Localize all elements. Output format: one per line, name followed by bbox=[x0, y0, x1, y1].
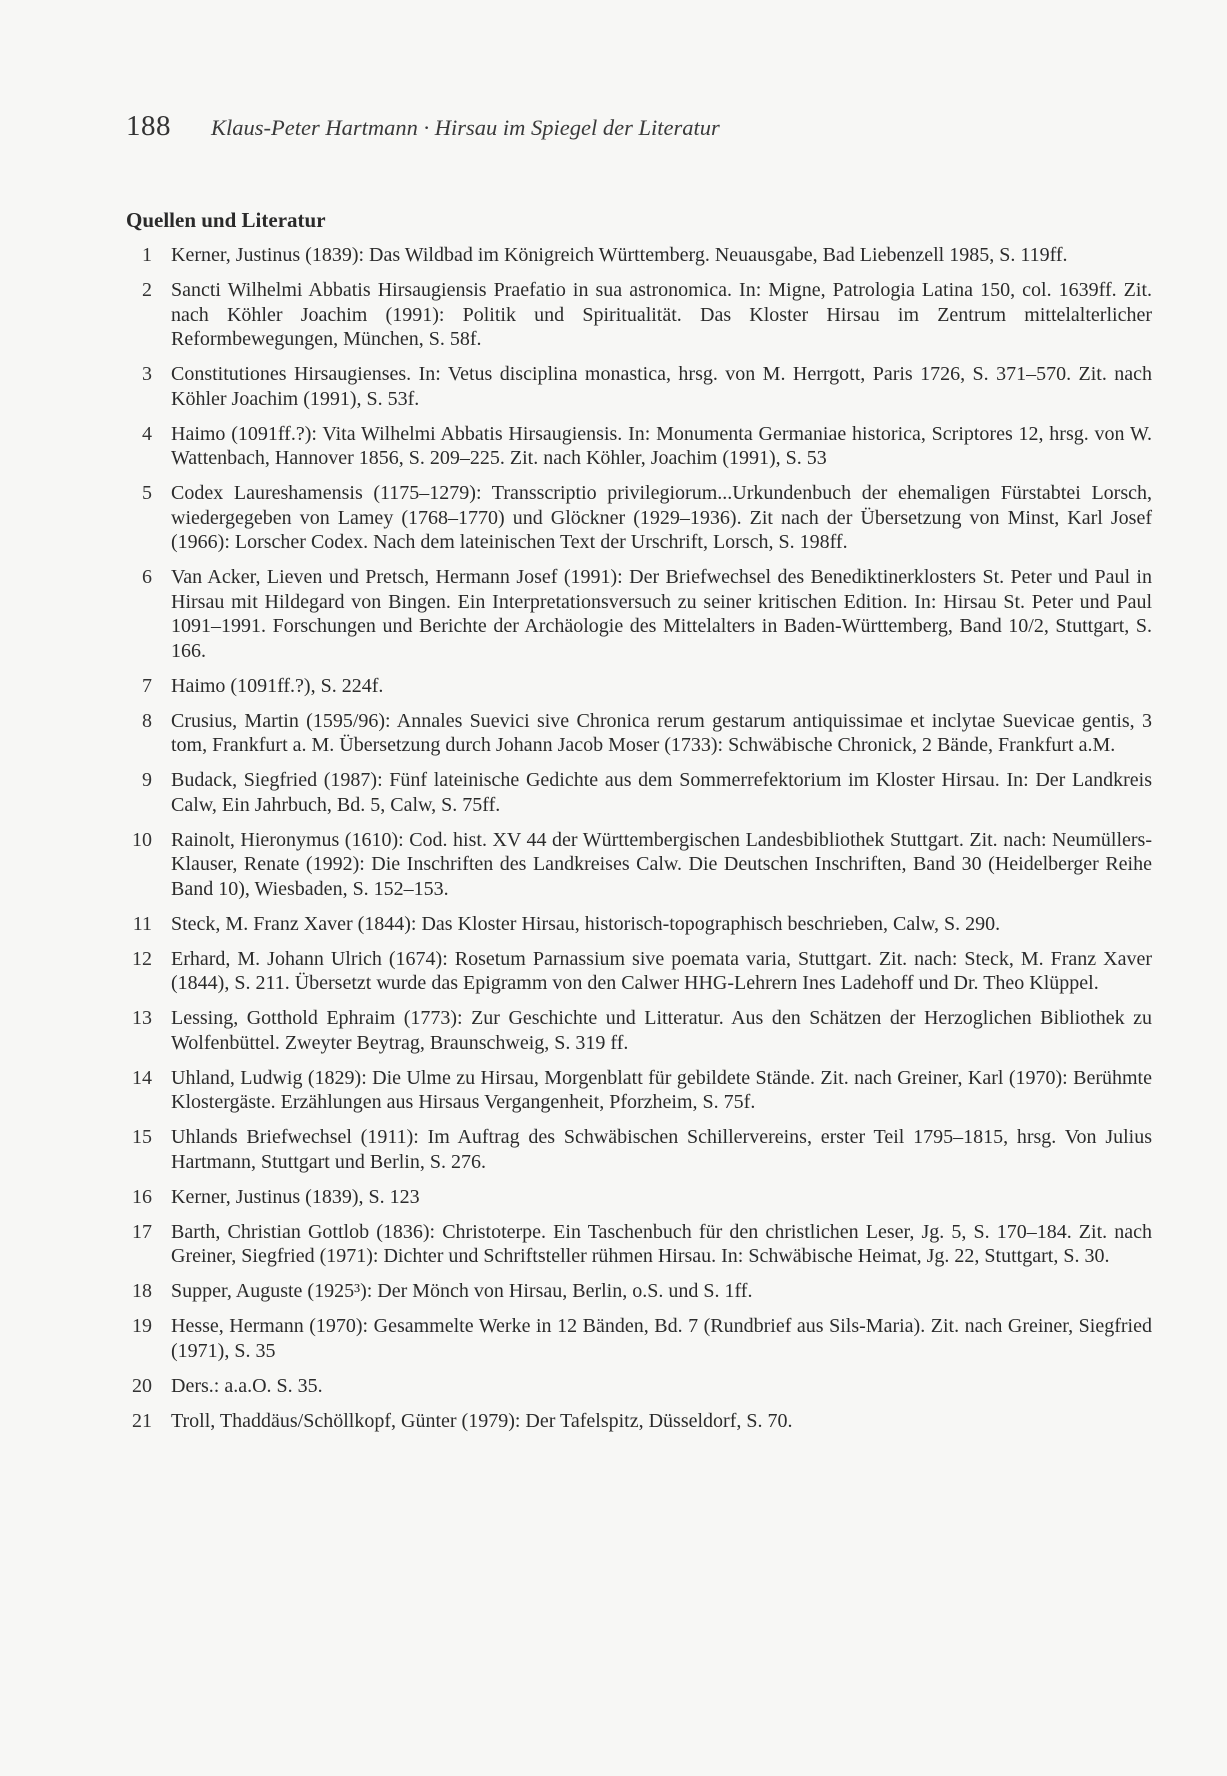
reference-item bbox=[112, 1185, 1152, 1210]
reference-item bbox=[112, 1006, 1152, 1055]
reference-number: 13 bbox=[132, 1007, 152, 1029]
reference-item bbox=[112, 362, 1152, 411]
reference-text: Budack, Siegfried (1987): Fünf lateinische Gedichte aus dem Sommerrefektorium im Kloster Hirsau. In: Der Landkreis Calw, Ein Jahrbuch, Bd. 5, Calw, S. 75ff. bbox=[171, 769, 1152, 816]
reference-item bbox=[112, 422, 1152, 471]
reference-number: 4 bbox=[142, 422, 152, 445]
reference-text: Uhland, Ludwig (1829): Die Ulme zu Hirsau, Morgenblatt für gebildete Stände. Zit. nach Greiner, Karl (1970): Berühmte Klostergäste. Erzählungen aus Hirsaus Vergangenheit, Pforzheim, S. 75f. bbox=[171, 1066, 1152, 1113]
reference-item bbox=[112, 947, 1152, 996]
reference-number: 11 bbox=[132, 912, 152, 935]
reference-number: 21 bbox=[132, 1409, 152, 1432]
reference-item bbox=[112, 1220, 1152, 1269]
reference-list bbox=[112, 243, 1152, 1444]
reference-text: Haimo (1091ff.?): Vita Wilhelmi Abbatis Hirsaugiensis. In: Monumenta Germaniae historica, Scriptores 12, hrsg. von W. Wattenbach, Hannover 1856, S. 209–225. Zit. nach Köhler, Joachim (1991), S. 53 bbox=[171, 422, 1152, 469]
reference-item bbox=[112, 1066, 1152, 1115]
reference-item bbox=[112, 1279, 1152, 1304]
reference-number: 8 bbox=[142, 709, 152, 732]
reference-text: Ders.: a.a.O. S. 35. bbox=[171, 1374, 323, 1397]
reference-text: Lessing, Gotthold Ephraim (1773): Zur Geschichte und Litteratur. Aus den Schätzen der Herzoglichen Bibliothek zu Wolfenbüttel. Zweyter Beytrag, Braunschweig, S. 319 ff. bbox=[171, 1007, 1152, 1054]
reference-text: Kerner, Justinus (1839): Das Wildbad im Königreich Württemberg. Neuausgabe, Bad Liebenzell 1985, S. 119ff. bbox=[171, 244, 1068, 266]
page-header bbox=[126, 110, 720, 143]
reference-text: Crusius, Martin (1595/96): Annales Suevici sive Chronica rerum gestarum antiquissimae et inclytae Suevicae gentis, 3 tom, Frankfurt a. M. Übersetzung durch Johann Jacob Moser (1733): Schwäbische Chronick, 2 Bände, Frankfurt a.M. bbox=[171, 709, 1152, 756]
reference-item bbox=[112, 278, 1152, 352]
reference-text: Barth, Christian Gottlob (1836): Christoterpe. Ein Taschenbuch für den christlichen Leser, Jg. 5, S. 170–184. Zit. nach Greiner, Siegfried (1971): Dichter und Schriftsteller rühmen Hirsau. In: Schwäbische Heimat, Jg. 22, Stuttgart, S. 30. bbox=[171, 1220, 1152, 1267]
page-number: 188 bbox=[126, 110, 171, 142]
reference-text: Sancti Wilhelmi Abbatis Hirsaugiensis Praefatio in sua astronomica. In: Migne, Patrologia Latina 150, col. 1639ff. Zit. nach Köhler Joachim (1991): Politik und Spiritualität. Das Kloster Hirsau im Zentrum mittelalterlicher Reformbewegungen, München, S. 58f. bbox=[171, 279, 1152, 350]
reference-number: 10 bbox=[132, 828, 152, 851]
reference-number: 2 bbox=[142, 279, 152, 301]
reference-item bbox=[112, 1125, 1152, 1174]
reference-text: Kerner, Justinus (1839), S. 123 bbox=[171, 1185, 420, 1208]
reference-item bbox=[112, 674, 1152, 699]
section-title: Quellen und Literatur bbox=[126, 208, 326, 232]
reference-text: Supper, Auguste (1925³): Der Mönch von Hirsau, Berlin, o.S. und S. 1ff. bbox=[171, 1280, 753, 1302]
reference-number: 17 bbox=[132, 1220, 152, 1243]
reference-number: 18 bbox=[132, 1280, 152, 1302]
reference-text: Steck, M. Franz Xaver (1844): Das Kloster Hirsau, historisch-topographisch beschrieben, Calw, S. 290. bbox=[171, 912, 1001, 935]
reference-item bbox=[112, 1374, 1152, 1399]
reference-number: 3 bbox=[142, 363, 152, 385]
reference-text: Codex Laureshamensis (1175–1279): Transscriptio privilegiorum...Urkundenbuch der ehemaligen Fürstabtei Lorsch, wiedergegeben von Lamey (1768–1770) und Glöckner (1929–1936). Zit nach der Übersetzung von Minst, Karl Josef (1966): Lorscher Codex. Nach dem lateinischen Text der Urschrift, Lorsch, S. 198ff. bbox=[171, 482, 1152, 553]
reference-number: 7 bbox=[142, 674, 152, 697]
reference-item bbox=[112, 709, 1152, 758]
reference-item bbox=[112, 912, 1152, 937]
reference-item bbox=[112, 768, 1152, 817]
reference-item bbox=[112, 481, 1152, 555]
reference-item bbox=[112, 565, 1152, 663]
reference-number: 1 bbox=[142, 244, 152, 266]
reference-text: Erhard, M. Johann Ulrich (1674): Rosetum Parnassium sive poemata varia, Stuttgart. Zit. nach: Steck, M. Franz Xaver (1844), S. 211. Übersetzt wurde das Epigramm von den Calwer HHG-Lehrern Ines Ladehoff und Dr. Theo Klüppel. bbox=[171, 947, 1152, 994]
reference-number: 16 bbox=[132, 1185, 152, 1208]
reference-number: 12 bbox=[132, 947, 152, 970]
reference-number: 9 bbox=[142, 769, 152, 791]
reference-text: Uhlands Briefwechsel (1911): Im Auftrag des Schwäbischen Schillervereins, erster Teil 1795–1815, hrsg. Von Julius Hartmann, Stuttgart und Berlin, S. 276. bbox=[171, 1126, 1152, 1173]
running-title: Klaus-Peter Hartmann · Hirsau im Spiegel der Literatur bbox=[211, 115, 720, 140]
reference-item bbox=[112, 1314, 1152, 1363]
reference-text: Troll, Thaddäus/Schöllkopf, Günter (1979): Der Tafelspitz, Düsseldorf, S. 70. bbox=[171, 1409, 793, 1432]
reference-text: Constitutiones Hirsaugienses. In: Vetus disciplina monastica, hrsg. von M. Herrgott, Paris 1726, S. 371–570. Zit. nach Köhler Joachim (1991), S. 53f. bbox=[171, 363, 1152, 410]
reference-item bbox=[112, 1409, 1152, 1434]
reference-number: 19 bbox=[132, 1315, 152, 1337]
reference-text: Hesse, Hermann (1970): Gesammelte Werke in 12 Bänden, Bd. 7 (Rundbrief aus Sils-Maria). Zit. nach Greiner, Siegfried (1971), S. 35 bbox=[171, 1315, 1152, 1362]
reference-number: 5 bbox=[142, 482, 152, 504]
reference-number: 15 bbox=[132, 1126, 152, 1148]
reference-number: 20 bbox=[132, 1374, 152, 1397]
reference-item bbox=[112, 243, 1152, 268]
reference-text: Van Acker, Lieven und Pretsch, Hermann Josef (1991): Der Briefwechsel des Benediktinerklosters St. Peter und Paul in Hirsau mit Hildegard von Bingen. Ein Interpretationsversuch zu seiner kritischen Edition. In: Hirsau St. Peter und Paul 1091–1991. Forschungen und Berichte der Archäologie des Mittelalters in Baden-Württemberg, Band 10/2, Stuttgart, S. 166. bbox=[171, 566, 1152, 662]
reference-item bbox=[112, 828, 1152, 902]
reference-number: 14 bbox=[132, 1066, 152, 1089]
reference-text: Haimo (1091ff.?), S. 224f. bbox=[171, 674, 384, 697]
reference-number: 6 bbox=[142, 566, 152, 588]
reference-text: Rainolt, Hieronymus (1610): Cod. hist. XV 44 der Württembergischen Landesbibliothek Stuttgart. Zit. nach: Neumüllers-Klauser, Renate (1992): Die Inschriften des Landkreises Calw. Die Deutschen Inschriften, Band 30 (Heidelberger Reihe Band 10), Wiesbaden, S. 152–153. bbox=[171, 828, 1152, 900]
